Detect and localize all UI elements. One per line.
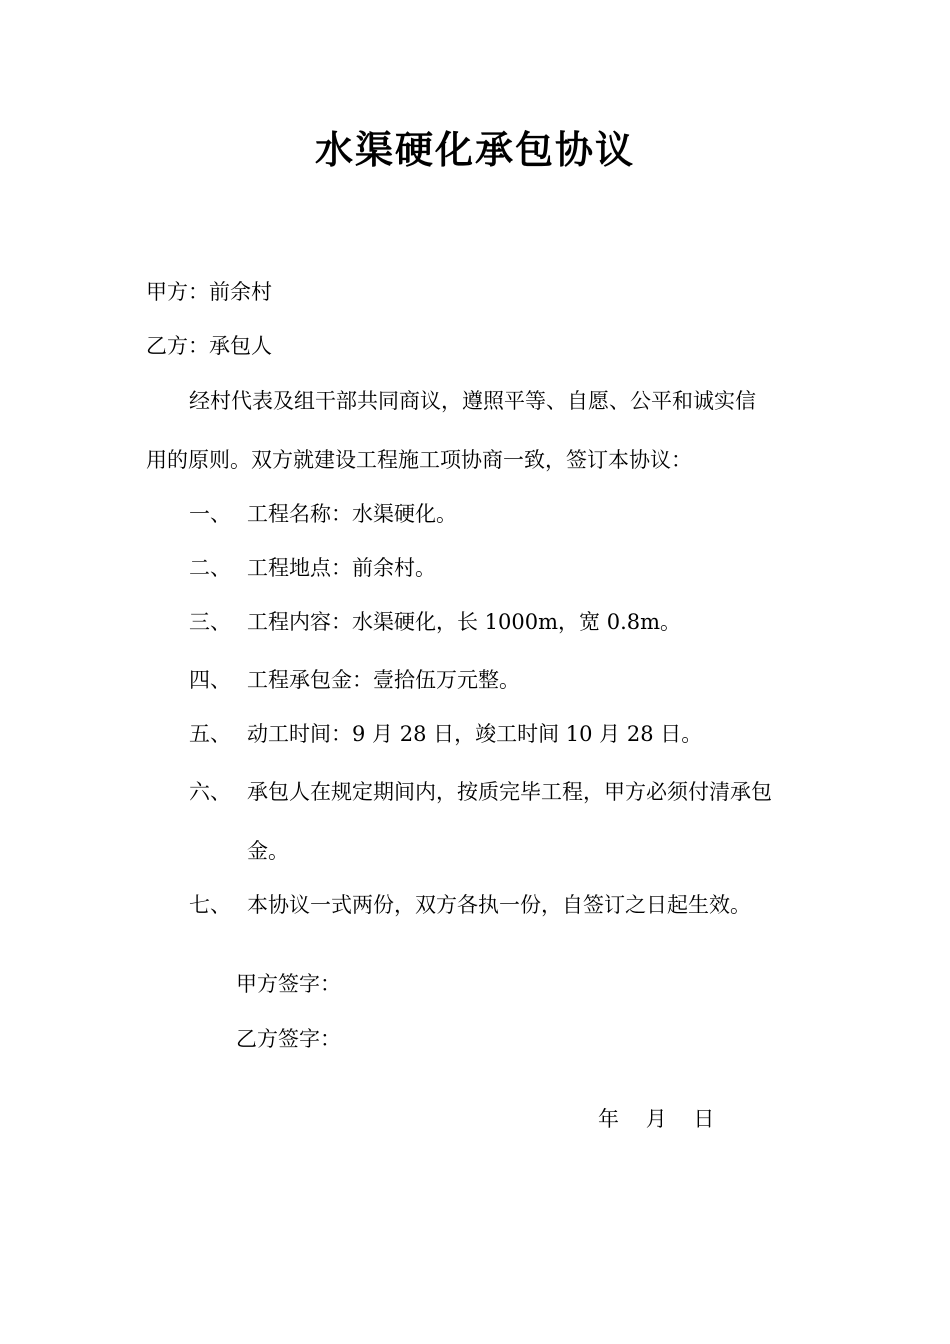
date-month-label: 月 — [645, 1107, 667, 1131]
item-text-contract-amount: 工程承包金：壹拾伍万元整。 — [247, 668, 520, 692]
date-year-label: 年 — [598, 1107, 619, 1131]
item-number: 七、 — [189, 893, 231, 917]
party-b-signature-label: 乙方签字： — [236, 1027, 341, 1051]
item-text-schedule: 动工时间：9 月 28 日，竣工时间 10 月 28 日。 — [247, 722, 703, 746]
item-text-project-name: 工程名称：水渠硬化。 — [247, 502, 457, 526]
item-number: 六、 — [189, 780, 231, 804]
item-number: 四、 — [189, 668, 231, 692]
item-text-copies-effective: 本协议一式两份，双方各执一份，自签订之日起生效。 — [247, 893, 751, 917]
item-text-payment-terms-continued: 金。 — [247, 839, 289, 863]
party-a-line: 甲方：前余村 — [146, 280, 272, 304]
item-number: 五、 — [189, 722, 231, 746]
item-number: 一、 — [189, 502, 231, 526]
item-number: 三、 — [189, 610, 231, 634]
intro-paragraph-line-1: 经村代表及组干部共同商议，遵照平等、自愿、公平和诚实信 — [189, 389, 756, 413]
party-b-line: 乙方：承包人 — [146, 334, 272, 358]
item-number: 二、 — [189, 556, 231, 580]
intro-paragraph-line-2: 用的原则。双方就建设工程施工项协商一致，签订本协议： — [146, 448, 692, 472]
date-day-label: 日 — [693, 1107, 715, 1131]
document-title: 水渠硬化承包协议 — [314, 127, 635, 172]
item-text-project-location: 工程地点：前余村。 — [247, 556, 436, 580]
party-a-signature-label: 甲方签字： — [236, 972, 341, 996]
item-text-payment-terms: 承包人在规定期间内，按质完毕工程，甲方必须付清承包 — [247, 780, 772, 804]
signing-date — [598, 1104, 714, 1134]
item-text-project-content: 工程内容：水渠硬化，长 1000m，宽 0.8m。 — [247, 610, 682, 634]
